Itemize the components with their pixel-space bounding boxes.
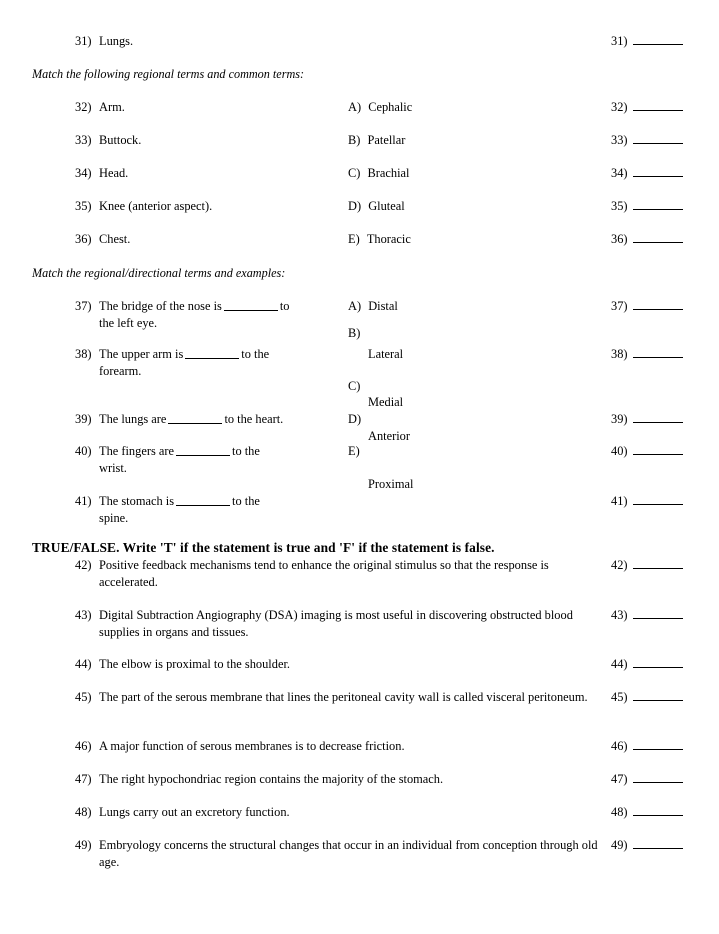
inline-blank-39[interactable] [168, 412, 222, 424]
answer-line-35[interactable] [633, 198, 683, 210]
answer-number-47: 47) [611, 772, 628, 786]
question-text-32: Arm. [99, 100, 125, 114]
question-number-44: 44) [75, 657, 92, 671]
question-number-46: 46) [75, 739, 92, 753]
answer-blank-row-41[interactable] [611, 493, 683, 510]
match-option-2-E-letter: E) [348, 444, 360, 458]
answer-number-40: 40) [611, 444, 628, 458]
question-text-46: A major function of serous membranes is to decrease friction. [99, 739, 405, 753]
answer-number-48: 48) [611, 805, 628, 819]
question-text-36: Chest. [99, 232, 131, 246]
question-number-47: 47) [75, 772, 92, 786]
question-number-41: 41) [75, 494, 92, 508]
question-text-37-before: The bridge of the nose is [99, 299, 222, 313]
answer-line-48[interactable] [633, 804, 683, 816]
question-number-35: 35) [75, 199, 92, 213]
match-option-1-B-letter: B) [348, 133, 361, 147]
answer-number-32: 32) [611, 100, 628, 114]
question-text-31: Lungs. [99, 34, 134, 48]
match-option-2-B-letter: B) [348, 326, 361, 340]
answer-blank-row-40[interactable] [611, 443, 683, 460]
match-option-1-C [348, 165, 409, 182]
answer-line-38[interactable] [633, 346, 683, 358]
answer-line-41[interactable] [633, 493, 683, 505]
answer-blank-row-42[interactable] [611, 557, 683, 574]
answer-number-37: 37) [611, 299, 628, 313]
answer-blank-row-31[interactable] [611, 33, 683, 50]
answer-blank-row-48[interactable] [611, 804, 683, 821]
section-header-true-false: TRUE/FALSE. Write 'T' if the statement is true and 'F' if the statement is false. [32, 540, 495, 555]
question-text-41-before: The stomach is [99, 494, 175, 508]
answer-line-47[interactable] [633, 771, 683, 783]
question-text-33: Buttock. [99, 133, 142, 147]
match-option-1-E-letter: E) [348, 232, 360, 246]
answer-number-38: 38) [611, 347, 628, 361]
question-number-38: 38) [75, 347, 92, 361]
answer-number-39: 39) [611, 412, 628, 426]
question-text-34: Head. [99, 166, 129, 180]
answer-line-32[interactable] [633, 99, 683, 111]
answer-number-43: 43) [611, 608, 628, 622]
answer-number-46: 46) [611, 739, 628, 753]
question-text-38-after: to the forearm. [99, 347, 270, 378]
question-number-40: 40) [75, 444, 92, 458]
match-option-1-D-letter: D) [348, 199, 362, 213]
match-option-1-A-word: Cephalic [368, 100, 413, 114]
question-text-42: Positive feedback mechanisms tend to enhance the original stimulus so that the response is accelerated. [99, 558, 549, 589]
question-text-37 [99, 298, 299, 332]
question-text-38 [99, 346, 289, 380]
answer-line-37[interactable] [633, 298, 683, 310]
answer-number-49: 49) [611, 838, 628, 852]
answer-number-35: 35) [611, 199, 628, 213]
question-text-41-after: to the spine. [99, 494, 260, 525]
answer-blank-row-34[interactable] [611, 165, 683, 182]
question-number-49: 49) [75, 838, 92, 852]
inline-blank-38[interactable] [185, 347, 239, 359]
match-option-1-B [348, 132, 405, 149]
answer-blank-row-32[interactable] [611, 99, 683, 116]
match-option-1-A-letter: A) [348, 100, 362, 114]
question-number-34: 34) [75, 166, 92, 180]
answer-blank-row-36[interactable] [611, 231, 683, 248]
question-text-41 [99, 493, 284, 527]
question-text-48: Lungs carry out an excretory function. [99, 805, 290, 819]
question-number-45: 45) [75, 690, 92, 704]
answer-blank-row-45[interactable] [611, 689, 683, 706]
match-option-1-C-letter: C) [348, 166, 361, 180]
answer-number-31: 31) [611, 34, 628, 48]
question-number-33: 33) [75, 133, 92, 147]
question-text-39-before: The lungs are [99, 412, 167, 426]
answer-blank-row-35[interactable] [611, 198, 683, 215]
match-option-2-A-word: Distal [368, 299, 398, 313]
answer-number-44: 44) [611, 657, 628, 671]
match-option-2-A [348, 298, 398, 315]
question-text-40-before: The fingers are [99, 444, 174, 458]
answer-line-40[interactable] [633, 443, 683, 455]
question-number-42: 42) [75, 558, 92, 572]
match-option-2-D-word: Anterior [368, 429, 410, 443]
question-text-40 [99, 443, 284, 477]
question-text-40-after: to the wrist. [99, 444, 260, 475]
answer-blank-row-38[interactable] [611, 346, 683, 363]
answer-blank-row-46[interactable] [611, 738, 683, 755]
answer-line-45[interactable] [633, 689, 683, 701]
answer-blank-row-39[interactable] [611, 411, 683, 428]
match-option-2-E-word: Proximal [368, 477, 414, 491]
answer-line-46[interactable] [633, 738, 683, 750]
match-option-1-E-word: Thoracic [366, 232, 411, 246]
answer-blank-row-44[interactable] [611, 656, 683, 673]
match-option-2-C-letter: C) [348, 379, 361, 393]
question-number-48: 48) [75, 805, 92, 819]
inline-blank-40[interactable] [176, 444, 230, 456]
question-text-43: Digital Subtraction Angiography (DSA) imaging is most useful in discovering obstructed blood supplies in organs and tissues. [99, 608, 573, 639]
answer-line-39[interactable] [633, 411, 683, 423]
question-text-37-after: to the left eye. [99, 299, 290, 330]
answer-number-42: 42) [611, 558, 628, 572]
inline-blank-41[interactable] [176, 494, 230, 506]
question-text-35: Knee (anterior aspect). [99, 199, 213, 213]
question-number-37: 37) [75, 299, 92, 313]
match-option-1-D-word: Gluteal [368, 199, 405, 213]
answer-blank-row-47[interactable] [611, 771, 683, 788]
answer-line-34[interactable] [633, 165, 683, 177]
question-number-31: 31) [75, 34, 92, 48]
answer-blank-row-33[interactable] [611, 132, 683, 149]
match-option-2-B-word: Lateral [368, 347, 404, 361]
answer-number-34: 34) [611, 166, 628, 180]
answer-line-49[interactable] [633, 837, 683, 849]
match-option-2-D-letter: D) [348, 412, 362, 426]
question-text-39-after: to the heart. [224, 412, 284, 426]
match-option-1-C-word: Brachial [367, 166, 410, 180]
answer-number-41: 41) [611, 494, 628, 508]
question-text-45: The part of the serous membrane that lines the peritoneal cavity wall is called visceral peritoneum. [99, 690, 588, 704]
answer-number-36: 36) [611, 232, 628, 246]
answer-number-45: 45) [611, 690, 628, 704]
answer-blank-row-43[interactable] [611, 607, 683, 624]
question-text-38-before: The upper arm is [99, 347, 184, 361]
question-number-39: 39) [75, 412, 92, 426]
match-option-1-D [348, 198, 405, 215]
instruction-match-regional-common: Match the following regional terms and common terms: [32, 67, 305, 81]
question-text-44: The elbow is proximal to the shoulder. [99, 657, 290, 671]
question-text-39 [99, 411, 319, 428]
question-text-49: Embryology concerns the structural changes that occur in an individual from conception through old age. [99, 838, 598, 869]
match-option-1-E [348, 231, 411, 248]
answer-line-31[interactable] [633, 33, 683, 45]
answer-line-43[interactable] [633, 607, 683, 619]
answer-line-33[interactable] [633, 132, 683, 144]
answer-blank-row-37[interactable] [611, 298, 683, 315]
answer-line-42[interactable] [633, 557, 683, 569]
answer-blank-row-49[interactable] [611, 837, 683, 854]
match-option-1-A [348, 99, 412, 116]
question-text-47: The right hypochondriac region contains the majority of the stomach. [99, 772, 444, 786]
match-option-2-C-word: Medial [368, 395, 404, 409]
question-number-43: 43) [75, 608, 92, 622]
question-number-36: 36) [75, 232, 92, 246]
question-number-32: 32) [75, 100, 92, 114]
instruction-match-regional-directional: Match the regional/directional terms and examples: [32, 266, 286, 280]
answer-line-44[interactable] [633, 656, 683, 668]
answer-number-33: 33) [611, 133, 628, 147]
answer-line-36[interactable] [633, 231, 683, 243]
match-option-2-A-letter: A) [348, 299, 362, 313]
match-option-1-B-word: Patellar [367, 133, 406, 147]
inline-blank-37[interactable] [224, 299, 278, 311]
